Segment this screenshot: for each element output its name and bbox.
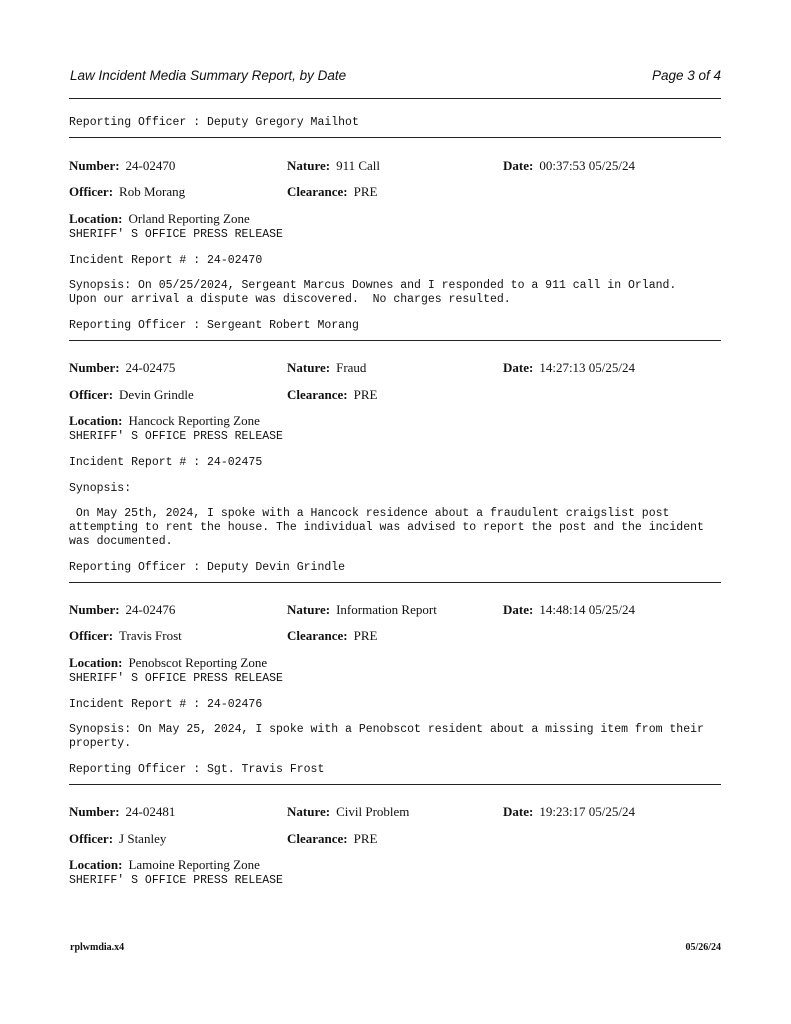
- incident-number: 24-02475: [125, 360, 176, 375]
- press-release-line: SHERIFF' S OFFICE PRESS RELEASE: [69, 874, 283, 887]
- incident-location: Penobscot Reporting Zone: [128, 655, 268, 670]
- incident-location: Orland Reporting Zone: [128, 211, 250, 226]
- incident-number: 24-02470: [125, 158, 176, 173]
- incident-nature: 911 Call: [336, 158, 381, 173]
- footer-report-code: rplwmdia.x4: [70, 942, 125, 953]
- section-divider: [69, 340, 721, 341]
- date-field: Date: 19:23:17 05/25/24: [503, 804, 636, 819]
- incident-date: 14:48:14 05/25/24: [539, 602, 636, 617]
- incident-nature: Civil Problem: [336, 804, 410, 819]
- incident-report-line: Incident Report # : 24-02470: [69, 254, 263, 267]
- incident-date: 19:23:17 05/25/24: [539, 804, 636, 819]
- page-number: Page 3 of 4: [651, 68, 721, 83]
- incident-clearance: PRE: [353, 831, 378, 846]
- officer-field: Officer: Travis Frost: [69, 628, 182, 643]
- number-field: Number: 24-02481: [69, 804, 176, 819]
- incident-date: 14:27:13 05/25/24: [539, 360, 636, 375]
- date-field: Date: 00:37:53 05/25/24: [503, 158, 636, 173]
- incident-officer: Travis Frost: [119, 628, 182, 643]
- section-divider: [69, 784, 721, 785]
- reporting-officer-line: Reporting Officer : Deputy Devin Grindle: [69, 561, 346, 574]
- incident-officer: J Stanley: [119, 831, 167, 846]
- section-divider: [69, 582, 721, 583]
- press-release-line: SHERIFF' S OFFICE PRESS RELEASE: [69, 672, 283, 685]
- location-field: Location: Lamoine Reporting Zone: [69, 857, 260, 872]
- incident-number: 24-02481: [125, 804, 176, 819]
- number-field: Number: 24-02476: [69, 602, 176, 617]
- number-field: Number: 24-02470: [69, 158, 176, 173]
- location-field: Location: Penobscot Reporting Zone: [69, 655, 268, 670]
- synopsis-label: Synopsis:: [69, 482, 132, 495]
- incident-location: Lamoine Reporting Zone: [128, 857, 260, 872]
- clearance-field: Clearance: PRE: [287, 628, 378, 643]
- header-divider: [69, 98, 721, 99]
- incident-number: 24-02476: [125, 602, 176, 617]
- incident-date: 00:37:53 05/25/24: [539, 158, 636, 173]
- press-release-line: SHERIFF' S OFFICE PRESS RELEASE: [69, 430, 283, 443]
- synopsis-text: On May 25th, 2024, I spoke with a Hancock residence about a fraudulent craigslist post attempting to rent the house. The individual was advised to report the post and the incident was documented.: [69, 507, 704, 548]
- date-field: Date: 14:27:13 05/25/24: [503, 360, 636, 375]
- officer-field: Officer: J Stanley: [69, 831, 167, 846]
- synopsis-text: Synopsis: On 05/25/2024, Sergeant Marcus Downes and I responded to a 911 call in Orland. Upon our arrival a dispute was discovered. No charges resulted.: [69, 279, 677, 306]
- clearance-field: Clearance: PRE: [287, 831, 378, 846]
- date-field: Date: 14:48:14 05/25/24: [503, 602, 636, 617]
- synopsis-text: Synopsis: On May 25, 2024, I spoke with a Penobscot resident about a missing item from their property.: [69, 723, 704, 750]
- reporting-officer-line: Reporting Officer : Sergeant Robert Morang: [69, 319, 359, 332]
- reporting-officer-line: Reporting Officer : Sgt. Travis Frost: [69, 763, 325, 776]
- number-field: Number: 24-02475: [69, 360, 176, 375]
- press-release-line: SHERIFF' S OFFICE PRESS RELEASE: [69, 228, 283, 241]
- nature-field: Nature: Information Report: [287, 602, 437, 617]
- incident-nature: Fraud: [336, 360, 367, 375]
- incident-location: Hancock Reporting Zone: [128, 413, 260, 428]
- officer-field: Officer: Devin Grindle: [69, 387, 194, 402]
- incident-clearance: PRE: [353, 387, 378, 402]
- nature-field: Nature: 911 Call: [287, 158, 381, 173]
- incident-nature: Information Report: [336, 602, 437, 617]
- incident-officer: Rob Morang: [119, 184, 186, 199]
- footer-print-date: 05/26/24: [685, 942, 721, 953]
- nature-field: Nature: Fraud: [287, 360, 367, 375]
- nature-field: Nature: Civil Problem: [287, 804, 410, 819]
- reporting-officer-line: Reporting Officer : Deputy Gregory Mailhot: [69, 116, 359, 129]
- incident-clearance: PRE: [353, 628, 378, 643]
- incident-officer: Devin Grindle: [119, 387, 194, 402]
- incident-report-line: Incident Report # : 24-02475: [69, 456, 263, 469]
- clearance-field: Clearance: PRE: [287, 387, 378, 402]
- location-field: Location: Orland Reporting Zone: [69, 211, 250, 226]
- section-divider: [69, 137, 721, 138]
- incident-report-line: Incident Report # : 24-02476: [69, 698, 263, 711]
- location-field: Location: Hancock Reporting Zone: [69, 413, 260, 428]
- incident-clearance: PRE: [353, 184, 378, 199]
- report-title: Law Incident Media Summary Report, by Date: [70, 68, 347, 83]
- officer-field: Officer: Rob Morang: [69, 184, 186, 199]
- clearance-field: Clearance: PRE: [287, 184, 378, 199]
